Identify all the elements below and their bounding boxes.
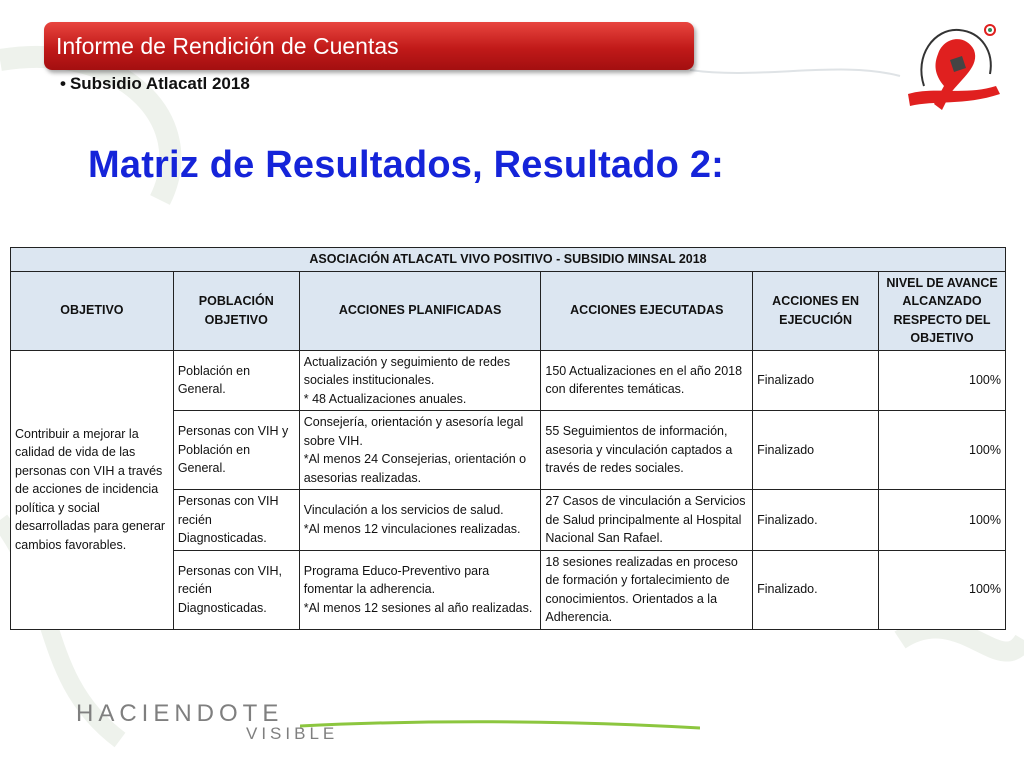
planificadas-line-1: Programa Educo-Preventivo para fomentar la adherencia. — [303, 563, 490, 597]
en-ejecucion-cell: Finalizado — [753, 350, 879, 411]
poblacion-cell: Personas con VIH recién Diagnosticadas. — [173, 490, 299, 551]
planificadas-line-1: Vinculación a los servicios de salud. — [303, 503, 504, 518]
footer-brand-sub: VISIBLE — [246, 724, 339, 743]
avance-cell: 100% — [879, 550, 1006, 629]
planificadas-line-2: *Al menos 12 vinculaciones realizadas. — [303, 521, 521, 536]
header-objetivo: OBJETIVO — [11, 271, 174, 350]
atlacatl-ribbon-logo-icon — [904, 16, 1004, 126]
planificadas-cell — [299, 411, 541, 490]
header-poblacion: POBLACIÓN OBJETIVO — [173, 271, 299, 350]
planificadas-line-2: *Al menos 12 sesiones al año realizadas. — [303, 600, 533, 615]
en-ejecucion-cell: Finalizado — [753, 411, 879, 490]
section-title-bar — [44, 22, 694, 70]
footer-swoosh-icon — [300, 718, 700, 738]
planificadas-cell — [299, 550, 541, 629]
footer-brand-main: HACIENDOTE — [76, 700, 284, 727]
avance-cell: 100% — [879, 490, 1006, 551]
table-header-row — [11, 271, 1006, 350]
header-en-ejecucion: ACCIONES EN EJECUCIÓN — [753, 271, 879, 350]
objective-cell: Contribuir a mejorar la calidad de vida de las personas con VIH a través de acciones de incidencia política y social desarrolladas para generar cambios favorables. — [11, 350, 174, 629]
en-ejecucion-cell: Finalizado. — [753, 490, 879, 551]
header-avance: NIVEL DE AVANCE ALCANZADO RESPECTO DEL OBJETIVO — [879, 271, 1006, 350]
poblacion-cell: Población en General. — [173, 350, 299, 411]
subtitle-bullet — [60, 74, 250, 94]
planificadas-line-1: Consejería, orientación y asesoría legal sobre VIH. — [303, 415, 524, 448]
org-title-cell: ASOCIACIÓN ATLACATL VIVO POSITIVO - SUBSIDIO MINSAL 2018 — [11, 248, 1006, 272]
page-title: Matriz de Resultados, Resultado 2: — [88, 144, 725, 186]
results-matrix-table — [10, 247, 1006, 630]
planificadas-line-1: Actualización y seguimiento de redes sociales institucionales. — [303, 354, 511, 387]
avance-cell: 100% — [879, 411, 1006, 490]
poblacion-cell: Personas con VIH, recién Diagnosticadas. — [173, 550, 299, 629]
avance-cell: 100% — [879, 350, 1006, 411]
planificadas-line-2: * 48 Actualizaciones anuales. — [303, 391, 467, 406]
header-planificadas: ACCIONES PLANIFICADAS — [299, 271, 541, 350]
section-title: Informe de Rendición de Cuentas — [56, 33, 399, 59]
ejecutadas-cell: 150 Actualizaciones en el año 2018 con diferentes temáticas. — [541, 350, 753, 411]
ejecutadas-cell: 18 sesiones realizadas en proceso de formación y fortalecimiento de conocimientos. Orientados a la Adherencia. — [541, 550, 753, 629]
planificadas-cell — [299, 490, 541, 551]
ejecutadas-cell: 27 Casos de vinculación a Servicios de Salud principalmente al Hospital Nacional San Rafael. — [541, 490, 753, 551]
table-org-row — [11, 248, 1006, 272]
planificadas-cell — [299, 350, 541, 411]
en-ejecucion-cell: Finalizado. — [753, 550, 879, 629]
planificadas-line-2: *Al menos 24 Consejerias, orientación o asesorias realizadas. — [303, 452, 527, 485]
header-ejecutadas: ACCIONES EJECUTADAS — [541, 271, 753, 350]
subtitle-text: Subsidio Atlacatl 2018 — [69, 74, 250, 93]
bullet-dot-icon: • — [60, 74, 66, 93]
ejecutadas-cell: 55 Seguimientos de información, asesoria y vinculación captados a través de redes sociales. — [541, 411, 753, 490]
poblacion-cell: Personas con VIH y Población en General. — [173, 411, 299, 490]
table-row — [11, 350, 1006, 411]
